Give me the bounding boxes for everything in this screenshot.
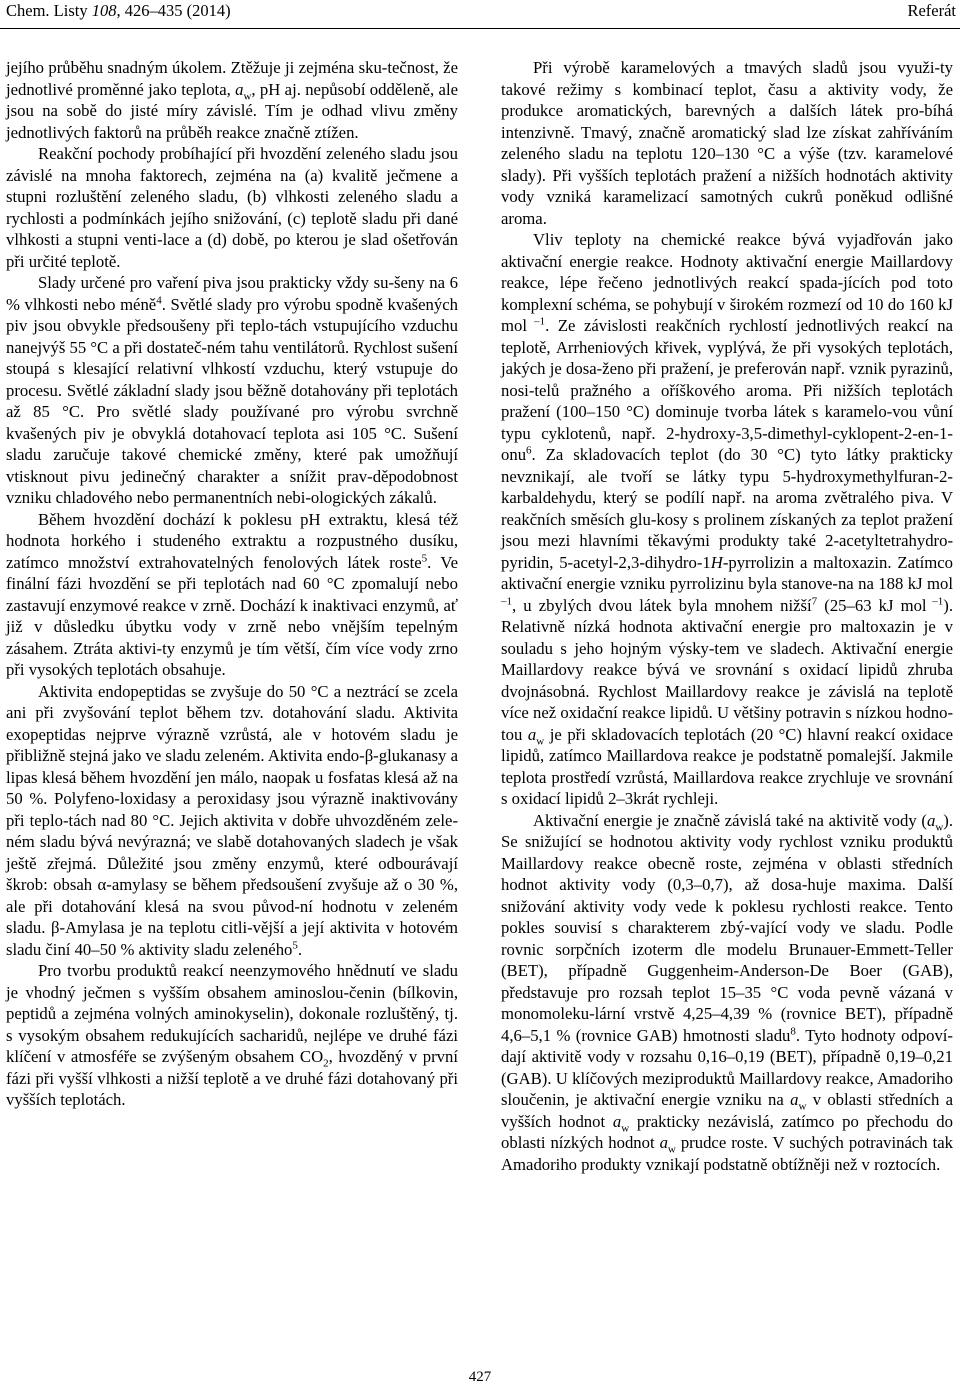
unit-superscript: –1 bbox=[501, 594, 512, 607]
symbol-a: a bbox=[235, 79, 244, 99]
text-run: . bbox=[297, 939, 303, 959]
reference-superscript: 4 bbox=[156, 293, 162, 306]
text-run: Vliv teploty na chemické reakce bývá vyjadřován jako aktivační energie reakce. Hodnoty aktivační energie Maillardovy reakce, lépe řečeno jednotlivých reakcí spada-jících pod toto komplexní schéma, se pohybují v širokém rozmezí od 10 do 160 kJ mol bbox=[501, 230, 953, 335]
paragraph: Reakční pochody probíhající při hvozdění zeleného sladu jsou závislé na mnoha faktorech, zejména na (a) kvalitě ječmene a stupni rozluštění zeleného sladu, (b) vlhkosti zeleného sladu a rychlosti a podmínkách jejího snižování, (c) teplotě sladu při dané vlhkosti a stupni venti-lace a (d) době, po kterou je slad ošetřován při určité teplotě. bbox=[6, 144, 458, 271]
reference-superscript: 5 bbox=[421, 551, 428, 564]
subscript: w bbox=[536, 734, 545, 747]
subscript: w bbox=[243, 89, 252, 102]
page-number: 427 bbox=[468, 1369, 492, 1385]
text-run: , pH aj. nepůsobí odděleně, ale jsou na sobě do jisté míry závislé. Tím je odhad vlivu změny jednotlivých faktorů na průběh reakce značně ztížen. bbox=[6, 79, 458, 142]
text-run: . Ze závislosti reakčních rychlostí jednotlivých reakcí na teplotě, Arrheniových křivek, vyplývá, že při vysokých teplotách, jakých je dosa-ženo při pražení, je preferován např. vznik pyrazinů, nosi-telů pražného a oříškového aroma. Při nižších teplotách pražení (100–150 °C) dominuje tvorba látek s karamelo-vou vůní typu cyklotenů, např. 2-hydroxy-3,5-dimethyl-cyklopent-2-en-1-onu bbox=[501, 316, 953, 464]
paragraph bbox=[501, 810, 953, 1176]
text-run: ). Relativně nízká hodnota aktivační energie pro maltoxazin je v souladu s jeho hojným výsky-tem ve sladech. Aktivační energie Maillardovy reakce bývá ve srovnání s oxidací lipidů zhruba dvojnásobná. Rychlost Maillardovy reakce je závislá na teplotě více než oxidační reakce lipidů. U většiny potravin s nízkou hodno-tou bbox=[501, 595, 954, 744]
symbol-a: a bbox=[926, 810, 936, 830]
text-run: Aktivita endopeptidas se zvyšuje do 50 °C a neztrácí se zcela ani při zvyšování teplot během tzv. dotahování sladu. Aktivita exopeptidas nejprve výrazně vzrůstá, ale v hotovém sladu je přibližně stejná jako ve sladu zeleném. Aktivita endo-β-glukanasy a lipas klesá během hvozdění jen málo, naopak u fosfatas klesá až na 50 %. Polyfeno-loxidasy a peroxidasy jsou výrazně inaktivovány při teplo-tách nad 80 °C. Jejich aktivita v dobře uhvozděném zele-ném sladu bývá nevýrazná; ve slabě dotahovaných sladech je však ještě zřejmá. Důležité jsou změny enzymů, které odbourávají škrob: obsah α-amylasy se během předsoušení zvyšuje až o 30 %, ale při dotahování klesá na svou původ-ní hodnotu v zeleném sladu. β-Amylasa je na teplotu citli-vější a její aktivita v hotovém sladu činí 40–50 % aktivity sladu zeleného bbox=[6, 681, 458, 959]
subscript: w bbox=[621, 1121, 630, 1134]
text-run: . Světlé slady pro výrobu spodně kvašených piv jsou obvykle předsoušeny při teplo-tách vstupujícího vzduchu nanejvýš 55 °C a při dostateč-ném tahu ventilátorů. Rychlost sušení stoupá s klesající relativní vlhkostí vzduchu, který vstupuje do procesu. Světlé základní slady jsou běžně dotahovány při teplotách až 85 °C. Pro světlé slady používané pro výrobu svrchně kvašených piv je obvyklá dotahovací teplota asi 105 °C. Sušení sladu zaručuje takové chemické změny, které pak umožňují vtisknout pivu jedinečný charakter a snížit prav-děpodobnost vzniku chladového nebo permanentních nebi-ologických zákalů. bbox=[6, 294, 458, 507]
subscript: w bbox=[798, 1100, 807, 1113]
text-run: jejího průběhu snadným úkolem. Ztěžuje ji zejména sku-tečnost, že jednotlivé proměnné jako teplota, bbox=[6, 58, 458, 99]
text-run: , hvozděný v první fázi při vyšší vlhkosti a nižší teplotě a ve druhé fázi dotahovaný při vyšších teplotách. bbox=[6, 1047, 458, 1109]
text-run: , u zbylých dvou látek byla mnohem nižší bbox=[512, 595, 812, 615]
text-run: . Za skladovacích teplot (do 30 °C) tyto látky prakticky nevznikají, ale tvoří se látky typu 5-hydroxymethylfuran-2-karbaldehydu, který se podílí např. na aroma zvětralého piva. V reakčních směsích glu-kosy s prolinem získaných za teplot pražení jsou mezi hlavními těkavými produkty také 2-acetyltetrahydro-pyridin, 5-acetyl-2,3-dihydro-1 bbox=[501, 445, 953, 572]
text-run: ). Se snižující se hodnotou aktivity vody rychlost vzniku produktů Maillardovy reakce obecně roste, zejména v oblasti středních hodnot aktivity vody (0,3–0,7), až dosa-huje maxima. Další snižování aktivity vody vede k poklesu rychlosti reakce. Tento pokles souvisí s charakterem zbý-vající vody ve sladu. Podle rovnic sorpčních izoterm dle modelu Brunauer-Emmett-Teller (BET), případně Guggenheim-Anderson-De Boer (GAB), představuje pro rozsah teplot 15–35 °C voda pevně vázaná v monomoleku-lární vrstvě 4,25–4,39 % (rovnice BET), případně 4,6–5,1 % (rovnice GAB) hmotnosti sladu bbox=[501, 810, 953, 1045]
reference-superscript: 6 bbox=[526, 444, 532, 457]
text-run: Aktivační energie je značně závislá také na aktivitě vody ( bbox=[533, 810, 927, 830]
running-header bbox=[0, 0, 960, 29]
paragraph bbox=[6, 681, 458, 961]
text-run: . Tyto hodnoty odpoví-dají aktivitě vody v rozsahu 0,16–0,19 (BET), případně 0,19–0,21 (GAB). U klíčových meziproduktů Maillardovy reakce, Amadoriho sloučenin, je aktivační energie vzniku na bbox=[501, 1025, 953, 1109]
reference-superscript: 7 bbox=[811, 594, 818, 607]
subscript: 2 bbox=[323, 1057, 329, 1070]
section-label: Referát bbox=[907, 1, 956, 20]
paragraph: Při výrobě karamelových a tmavých sladů jsou využi-ty takové režimy s kombinací teplot, času a aktivity vody, že produkce aromatických, barevných a dalších látek pro-bíhá intenzivně. Tmavý, značně aromatický slad lze získat zahříváním zeleného sladu na teplotu 120–130 °C a výše (tzv. karamelové slady). Při vyšších teplotách pražení a nižších hodnotách aktivity vody vzniká karamelizací samotných cukrů poněkud odlišné aroma. bbox=[501, 58, 953, 228]
text-run: je při skladovacích teplotách (20 °C) hlavní reakcí oxidace lipidů, zatímco Maillardova reakce je podstatně pomalejší. Jakmile teplota prostředí vzrůstá, Maillardova reakce zrychluje ve srovnání s oxidací lipidů 2–3krát rychleji. bbox=[501, 724, 953, 808]
journal-volume: 108 bbox=[91, 1, 117, 20]
left-column bbox=[6, 57, 458, 1111]
reference-superscript: 5 bbox=[292, 938, 298, 951]
paragraph bbox=[6, 960, 458, 1111]
reference-superscript: 8 bbox=[790, 1024, 796, 1037]
right-column bbox=[501, 57, 953, 1175]
symbol-h: H bbox=[710, 552, 723, 572]
symbol-a: a bbox=[527, 724, 537, 744]
subscript: w bbox=[667, 1143, 676, 1156]
symbol-a: a bbox=[790, 1090, 799, 1109]
text-run: . Ve finální fázi hvozdění se při teplotách nad 60 °C zpomalují nebo zastavují enzymové reakce v zrně. Dochází k inaktivaci enzymů, ať již v důsledku úbytku vody v zrně nebo vnějším tepelným zásahem. Ztráta aktivi-ty enzymů je tím větší, čím více vody zrno při vysokých teplotách obsahuje. bbox=[6, 552, 458, 679]
symbol-a: a bbox=[612, 1111, 622, 1131]
journal-citation bbox=[6, 1, 231, 21]
text-run: Slady určené pro vaření piva jsou prakticky vždy su-šeny na 6 % vlhkosti nebo méně bbox=[6, 273, 458, 314]
unit-superscript: –1 bbox=[526, 315, 546, 328]
text-run: prudce roste. V suchých potravinách tak Amadoriho produkty vznikají podstatně obtížněji než v roztocích. bbox=[501, 1133, 953, 1174]
journal-name: Chem. Listy bbox=[6, 1, 92, 20]
unit-superscript: –1 bbox=[926, 594, 944, 607]
text-run: Pro tvorbu produktů reakcí neenzymového hnědnutí ve sladu je vhodný ječmen s vyšším obsahem aminoslou-čenin (bílkovin, peptidů a zejména volných aminokyselin), dokonale rozluštěný, tj. s vysokým obsahem redukujících sacharidů, nejlépe ve druhé fázi klíčení v atmosféře se zvýšeným obsahem CO bbox=[6, 961, 458, 1066]
journal-pages: , 426–435 (2014) bbox=[116, 1, 231, 20]
paragraph bbox=[6, 272, 458, 509]
symbol-a: a bbox=[659, 1133, 668, 1152]
text-run: prakticky nezávislá, zatímco po přechodu do oblasti nízkých hodnot bbox=[501, 1111, 953, 1152]
paragraph bbox=[6, 509, 458, 681]
subscript: w bbox=[935, 820, 944, 833]
paragraph bbox=[501, 229, 953, 810]
paragraph bbox=[6, 57, 458, 143]
text-run: v oblasti středních a vyšších hodnot bbox=[501, 1090, 953, 1131]
text-run: Během hvozdění dochází k poklesu pH extraktu, klesá též hodnota horkého i studeného extraktu a rozpustného dusíku, zatímco množství extrahovatelných fenolových látek roste bbox=[6, 509, 458, 572]
text-run: -pyrrolizin a maltoxazin. Zatímco aktivační energie vzniku pyrrolizinu byla stanove-na na 188 kJ mol bbox=[501, 552, 954, 593]
text-run: (25–63 kJ mol bbox=[817, 595, 927, 615]
